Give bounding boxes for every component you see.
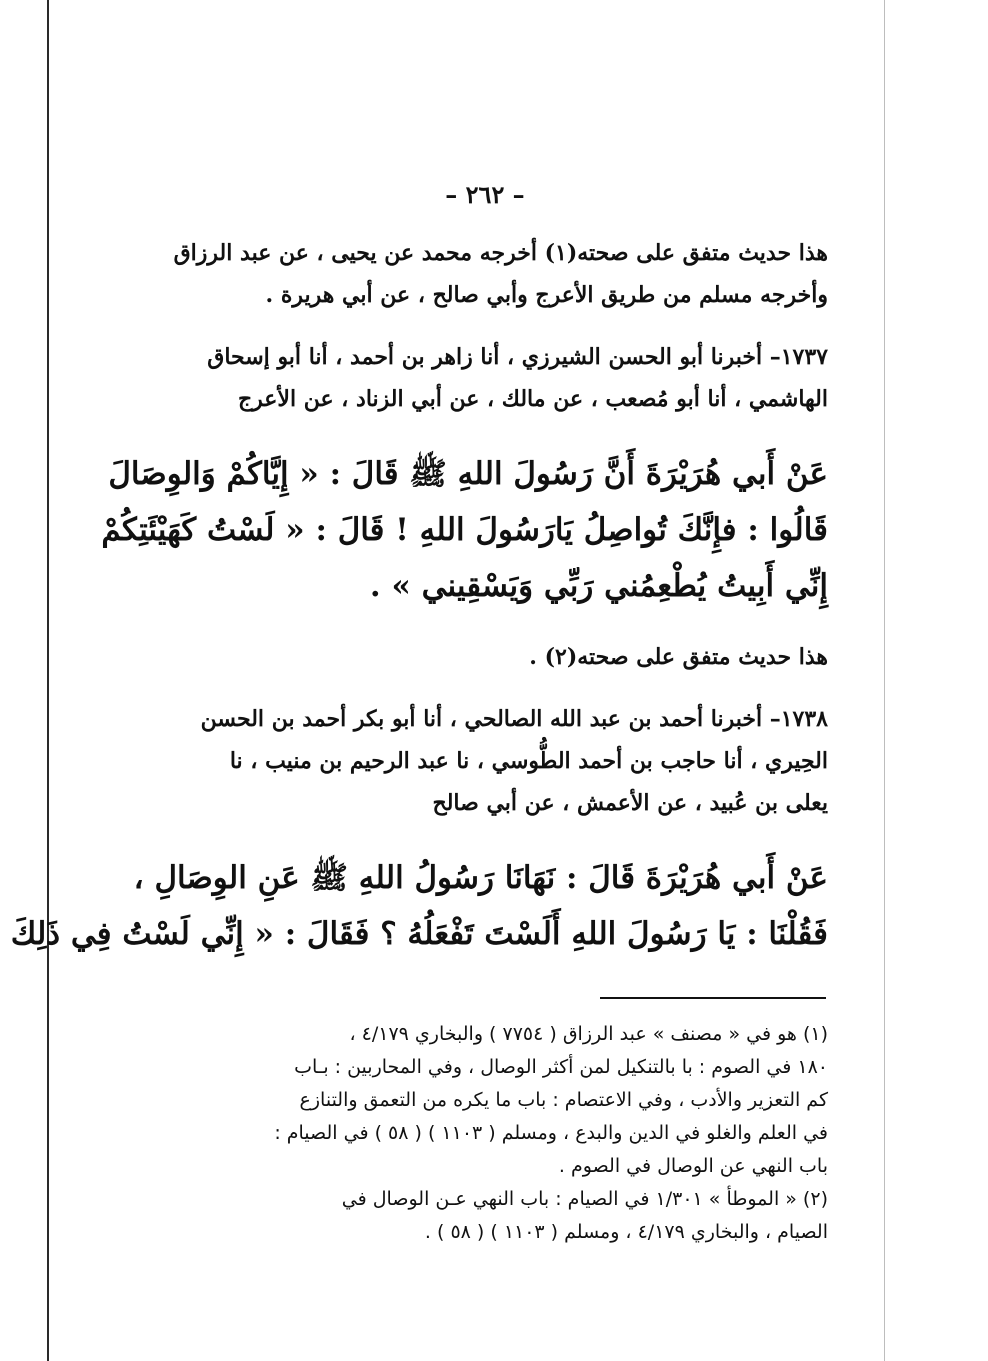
text-line: قَالُوا : فإِنَّكَ تُواصِلُ يَارَسُولَ اللهِ ! قَالَ : « لَسْتُ كَهَيْئَتِكُمْ <box>101 512 828 548</box>
left-margin-rule <box>47 0 49 1361</box>
footnotes <box>168 1018 828 1249</box>
text-line: هذا حديث متفق على صحته(١) أخرجه محمد عن يحيى ، عن عبد الرزاق <box>173 240 828 266</box>
text-line: فَقُلْنَا : يَا رَسُولَ اللهِ أَلَسْتَ تَفْعَلُهُ ؟ فَقَالَ : « إِنِّي لَسْتُ فِي ذَلِكَ <box>10 916 828 952</box>
footnote-line: الصيام ، والبخاري ٤/١٧٩ ، ومسلم ( ١١٠٣ ) ( ٥٨ ) . <box>424 1221 828 1243</box>
footnote-line: ١٨٠ في الصوم : با بالتنكيل لمن أكثر الوصال ، وفي المحاربين : بـاب <box>294 1056 828 1078</box>
paragraph-takhrij-1737 <box>168 636 828 678</box>
text-line: الهاشمي ، أنا أبو مُصعب ، عن مالك ، عن أبي الزناد ، عن الأعرج <box>237 386 828 412</box>
text-line: الحِيري ، أنا حاجب بن أحمد الطُّوسي ، نا عبد الرحيم بن منيب ، نا <box>229 748 828 774</box>
footnote-line: في العلم والغلو في الدين والبدع ، ومسلم ( ١١٠٣ ) ( ٥٨ ) في الصيام : <box>274 1122 828 1144</box>
footnote-separator <box>600 997 826 999</box>
footnote-line: (٢) « الموطأ » ١/٣٠١ في الصيام : باب النهي عـن الوصال في <box>341 1188 828 1210</box>
footnote-line: (١) هو في « مصنف » عبد الرزاق ( ٧٧٥٤ ) والبخاري ٤/١٧٩ ، <box>349 1023 828 1045</box>
hadith-1737-text <box>101 446 828 614</box>
text-line: هذا حديث متفق على صحته(٢) . <box>529 644 828 670</box>
text-line: عَنْ أَبي هُرَيْرَةَ أَنَّ رَسُولَ اللهِ ﷺ قَالَ : « إِيَّاكُمْ وَالوِصَالَ <box>108 456 828 492</box>
text-line: إِنِّي أَبِيتُ يُطْعِمُني رَبِّي وَيَسْقِيني » . <box>369 568 828 604</box>
text-line: وأخرجه مسلم من طريق الأعرج وأبي صالح ، عن أبي هريرة . <box>265 282 828 308</box>
text-line: يعلى بن عُبيد ، عن الأعمش ، عن أبي صالح <box>432 790 828 816</box>
right-margin-rule <box>884 0 885 1361</box>
hadith-1738-text <box>10 850 828 962</box>
footnote-line: كم التعزير والأدب ، وفي الاعتصام : باب ما يكره من التعمق والتنازع <box>299 1089 828 1111</box>
page-number: – ٢٦٢ – <box>445 180 525 209</box>
text-line: ١٧٣٧– أخبرنا أبو الحسن الشيرزي ، أنا زاهر بن أحمد ، أنا أبو إسحاق <box>207 344 828 370</box>
text-line: ١٧٣٨– أخبرنا أحمد بن عبد الله الصالحي ، أنا أبو بكر أحمد بن الحسن <box>200 706 828 732</box>
paragraph-takhrij <box>168 232 828 316</box>
text-line: عَنْ أَبي هُرَيْرَةَ قَالَ : نَهَانَا رَسُولُ اللهِ ﷺ عَنِ الوِصَالِ ، <box>133 860 828 896</box>
isnad-1737 <box>168 336 828 420</box>
footnote-line: باب النهي عن الوصال في الصوم . <box>558 1155 828 1177</box>
isnad-1738 <box>168 698 828 824</box>
